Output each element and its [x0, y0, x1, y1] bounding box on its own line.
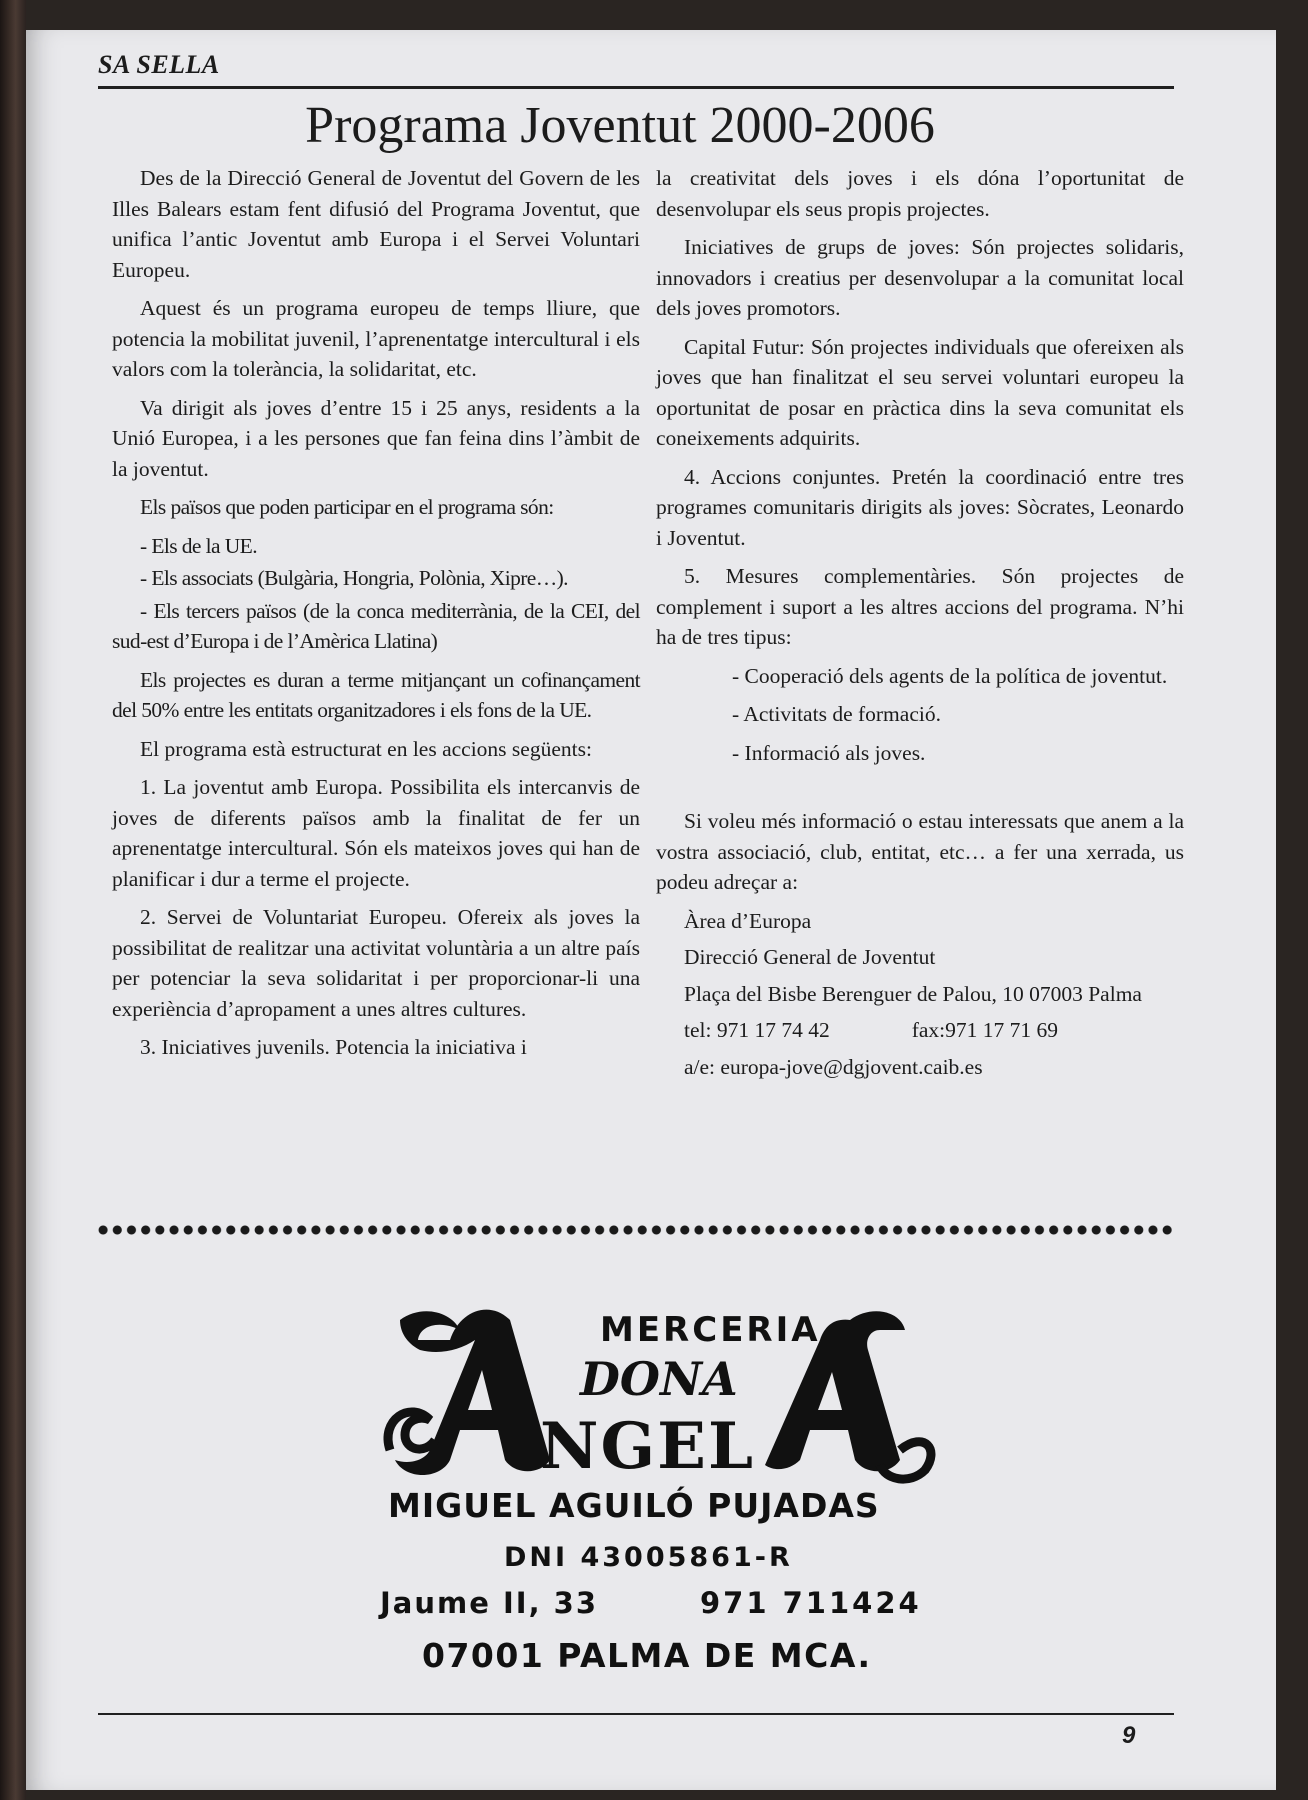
paragraph: Des de la Direcció General de Joventut del Govern de les Illes Balears estam fent difusió del Programa Joventut, que unifica l’antic Joventut amb Europa i el Servei Voluntari Europeu. [112, 166, 640, 282]
phone-fax-row [656, 1015, 1184, 1046]
paragraph: Aquest és un programa europeu de temps lliure, que potencia la mobilitat juvenil, l’aprenentatge intercultural i els valors com la tolerància, la solidaritat, etc. [112, 296, 640, 381]
address-line: Àrea d’Europa [684, 908, 812, 933]
shop-phone: 971 711424 [700, 1586, 922, 1620]
dotted-separator [96, 1224, 1176, 1236]
telephone: tel: 971 17 74 42 [684, 1018, 830, 1042]
magazine-header: SA SELLA [98, 50, 220, 79]
list-item: - Els de la UE. [140, 533, 257, 558]
paragraph: Capital Futur: Són projectes individuals que ofereixen als joves que han finalitzat el seu servei voluntari europeu la oportunitat de posar en pràctica dins la seva comunitat els coneixements adquirits. [656, 334, 1184, 450]
email: a/e: europa-jove@dgjovent.caib.es [684, 1054, 983, 1079]
owner-name: MIGUEL AGUILÓ PUJADAS [388, 1486, 880, 1525]
paragraph: 3. Iniciatives juvenils. Potencia la iniciativa i [140, 1035, 527, 1059]
fax: fax:971 17 71 69 [911, 1018, 1059, 1042]
shop-city: 07001 PALMA DE MCA. [422, 1636, 872, 1675]
paragraph: la creativitat dels joves i els dóna l’oportunitat de desenvolupar els seus propis projectes. [656, 166, 1184, 221]
book-spine [0, 0, 26, 1800]
contact-intro: Si voleu més informació o estau interessats que anem a la vostra associació, club, entitat, etc… a fer una xerrada, us podeu adreçar a: [656, 809, 1184, 894]
list-item: - Els associats (Bulgària, Hongria, Polònia, Xipre…). [140, 566, 568, 590]
paragraph: Els projectes es duran a terme mitjançant un cofinançament del 50% entre les entitats organitzadores i els fons de la UE. [112, 667, 640, 722]
paragraph: Iniciatives de grups de joves: Són projectes solidaris, innovadors i creatius per desenvolupar a la comunitat local dels joves promotors. [656, 235, 1184, 320]
footer-rule [98, 1713, 1174, 1715]
svg-text:DONA: DONA [580, 1352, 738, 1406]
measure-item: - Informació als joves. [732, 740, 926, 765]
merceria-advert [380, 1300, 940, 1680]
measure-item: - Cooperació dels agents de la política de joventut. [732, 663, 1168, 688]
address-line: Direcció General de Joventut [684, 945, 936, 969]
measure-item: - Activitats de formació. [732, 702, 941, 726]
paragraph: 5. Mesures complementàries. Són projectes de complement i suport a les altres accions del programa. N’hi ha de tres tipus: [656, 564, 1184, 649]
right-column [656, 163, 1184, 1088]
left-column [112, 163, 640, 1071]
merceria-label: MERCERIA [600, 1310, 821, 1350]
paragraph: 2. Servei de Voluntariat Europeu. Ofereix als joves la possibilitat de realitzar una activitat voluntària a un altre país per potenciar la seva solidaritat i per proporcionar-li una experiència d’apropament a unes altres cultures. [112, 905, 640, 1021]
shop-street: Jaume II, 33 [380, 1586, 599, 1620]
svg-text:NGEL: NGEL [540, 1409, 755, 1484]
paragraph: 4. Accions conjuntes. Pretén la coordinació entre tres programes comunitaris dirigits als joves: Sòcrates, Leonardo i Joventut. [656, 464, 1184, 550]
dni-number: DNI 43005861-R [504, 1542, 793, 1573]
address-line: Plaça del Bisbe Berenguer de Palou, 10 07003 Palma [684, 981, 1142, 1006]
paragraph: El programa està estructurat en les accions següents: [140, 736, 592, 761]
header-rule [98, 86, 1174, 89]
page-number: 9 [1122, 1722, 1136, 1749]
list-item: - Els tercers països (de la conca mediterrània, de la CEI, del sud-est d’Europa i de l’Amèrica Llatina) [112, 598, 640, 653]
paragraph: 1. La joventut amb Europa. Possibilita els intercanvis de joves de diferents països amb la finalitat de fer un aprenentatge intercultural. Són els mateixos joves qui han de planificar i dur a terme el projecte. [112, 775, 640, 891]
article-title: Programa Joventut 2000-2006 [305, 97, 935, 154]
paragraph: Els països que poden participar en el programa són: [140, 495, 554, 519]
paragraph: Va dirigit als joves d’entre 15 i 25 anys, residents a la Unió Europea, i a les persones que fan feina dins l’àmbit de la joventut. [112, 395, 640, 481]
